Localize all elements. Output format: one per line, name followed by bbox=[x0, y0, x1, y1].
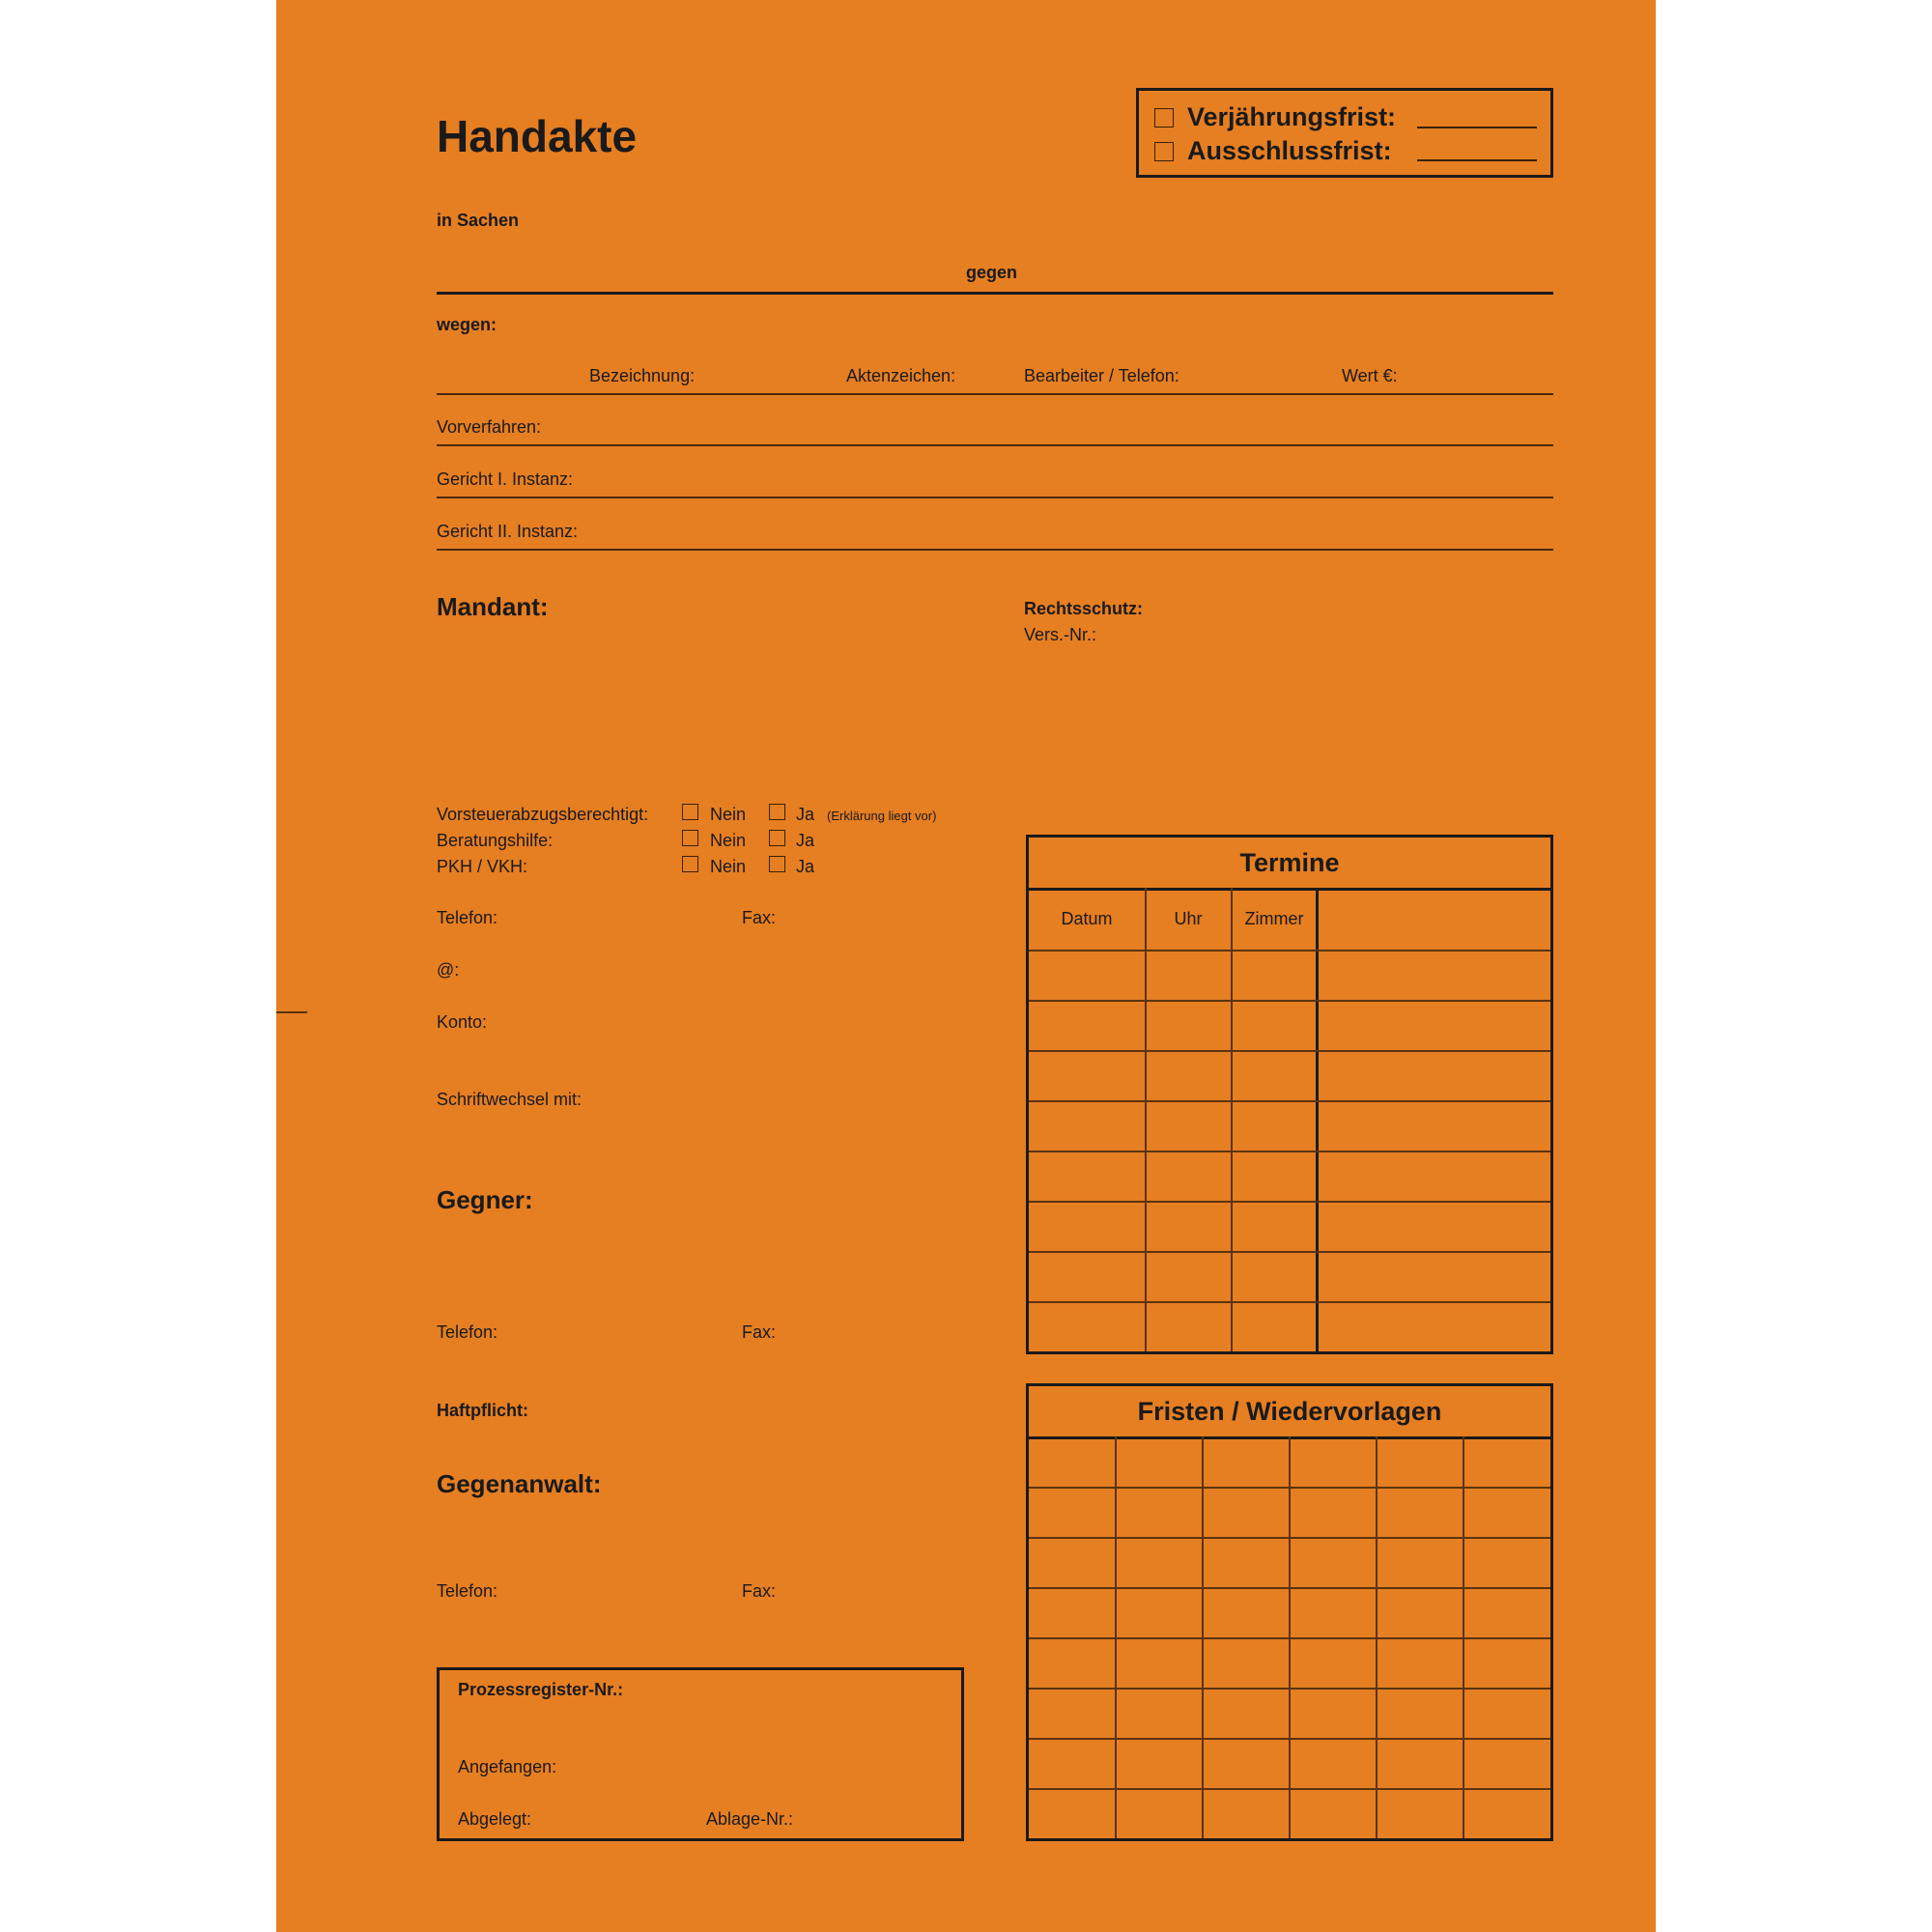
termine-row-line bbox=[1029, 1301, 1550, 1303]
fold-mark bbox=[276, 1011, 307, 1013]
termine-col-uhr: Uhr bbox=[1174, 909, 1203, 928]
beratungshilfe-label: Beratungshilfe: bbox=[437, 831, 554, 850]
gericht1-label: Gericht I. Instanz: bbox=[437, 469, 574, 489]
termine-col-datum: Datum bbox=[1061, 909, 1113, 928]
haftpflicht-label: Haftpflicht: bbox=[437, 1401, 528, 1420]
gegner-heading: Gegner: bbox=[437, 1185, 533, 1214]
gegen-label: gegen bbox=[966, 263, 1018, 282]
termine-row-line bbox=[1029, 1251, 1550, 1253]
pkh-label: PKH / VKH: bbox=[437, 857, 528, 876]
gericht2-line bbox=[437, 549, 1553, 551]
gericht1-line bbox=[437, 497, 1553, 498]
bearbeiter-label: Bearbeiter / Telefon: bbox=[1024, 366, 1179, 385]
mandant-telefon-label: Telefon: bbox=[437, 908, 498, 927]
vorsteuer-ja-label: Ja bbox=[796, 805, 815, 824]
ausschluss-line bbox=[1417, 159, 1537, 161]
erklaerung-note: (Erklärung liegt vor) bbox=[827, 809, 937, 823]
beratungshilfe-nein-label: Nein bbox=[710, 831, 747, 850]
gegner-telefon-label: Telefon: bbox=[437, 1322, 498, 1342]
vers-nr-label: Vers.-Nr.: bbox=[1024, 625, 1097, 644]
termine-col-zimmer: Zimmer bbox=[1244, 909, 1304, 928]
vorsteuer-ja-checkbox[interactable] bbox=[769, 804, 785, 820]
konto-label: Konto: bbox=[437, 1012, 488, 1032]
fristen-row-line bbox=[1029, 1738, 1550, 1740]
beratungshilfe-nein-checkbox[interactable] bbox=[682, 830, 698, 846]
fristen-row-line bbox=[1029, 1587, 1550, 1589]
verjaehrung-line bbox=[1417, 127, 1537, 128]
ausschluss-checkbox[interactable] bbox=[1154, 142, 1174, 161]
fristen-row-line bbox=[1029, 1537, 1550, 1539]
vorverfahren-label: Vorverfahren: bbox=[437, 417, 542, 437]
page-title: Handakte bbox=[437, 111, 638, 161]
termine-row-line bbox=[1029, 1100, 1550, 1102]
beratungshilfe-ja-checkbox[interactable] bbox=[769, 830, 785, 846]
gegenanwalt-telefon-label: Telefon: bbox=[437, 1581, 498, 1601]
aktenzeichen-label: Aktenzeichen: bbox=[846, 366, 956, 385]
gegner-fax-label: Fax: bbox=[742, 1322, 777, 1342]
termine-vline-2 bbox=[1231, 888, 1233, 1351]
verjaehrung-label: Verjährungsfrist: bbox=[1187, 102, 1397, 131]
pkh-ja-label: Ja bbox=[796, 857, 815, 876]
fristen-row-line bbox=[1029, 1487, 1550, 1489]
termine-row-line bbox=[1029, 1050, 1550, 1052]
termine-vline-1 bbox=[1145, 888, 1147, 1351]
termine-title: Termine bbox=[1029, 838, 1550, 891]
bezeichnung-label: Bezeichnung: bbox=[589, 366, 696, 385]
vorverfahren-line bbox=[437, 444, 1553, 446]
fristen-title: Fristen / Wiedervorlagen bbox=[1029, 1386, 1550, 1439]
wegen-label: wegen: bbox=[437, 315, 497, 334]
fristen-table bbox=[1026, 1383, 1553, 1841]
termine-row-line bbox=[1029, 950, 1550, 952]
mandant-email-label: @: bbox=[437, 960, 460, 980]
pkh-nein-label: Nein bbox=[710, 857, 747, 876]
file-folder-sheet bbox=[276, 0, 1656, 1932]
mandant-fax-label: Fax: bbox=[742, 908, 777, 927]
columns-line bbox=[437, 393, 1553, 395]
wert-label: Wert €: bbox=[1342, 366, 1398, 385]
deadline-box bbox=[1136, 88, 1553, 178]
vorsteuer-label: Vorsteuerabzugsberechtigt: bbox=[437, 805, 649, 824]
fristen-row-line bbox=[1029, 1637, 1550, 1639]
prozessregister-nr-label: Prozessregister-Nr.: bbox=[458, 1680, 624, 1699]
termine-row-line bbox=[1029, 1000, 1550, 1002]
verjaehrung-row bbox=[1154, 102, 1396, 132]
mandant-heading: Mandant: bbox=[437, 592, 549, 621]
abgelegt-label: Abgelegt: bbox=[458, 1809, 532, 1829]
angefangen-label: Angefangen: bbox=[458, 1757, 557, 1776]
verjaehrung-checkbox[interactable] bbox=[1154, 108, 1174, 128]
ablage-nr-label: Ablage-Nr.: bbox=[706, 1809, 794, 1829]
pkh-ja-checkbox[interactable] bbox=[769, 856, 785, 872]
gegenanwalt-fax-label: Fax: bbox=[742, 1581, 777, 1601]
termine-table bbox=[1026, 835, 1553, 1354]
prozessregister-box bbox=[437, 1667, 964, 1841]
rechtsschutz-label: Rechtsschutz: bbox=[1024, 599, 1144, 618]
beratungshilfe-ja-label: Ja bbox=[796, 831, 815, 850]
vorsteuer-nein-checkbox[interactable] bbox=[682, 804, 698, 820]
fristen-row-line bbox=[1029, 1688, 1550, 1690]
gericht2-label: Gericht II. Instanz: bbox=[437, 522, 579, 541]
fristen-row-line bbox=[1029, 1788, 1550, 1790]
gegenanwalt-heading: Gegenanwalt: bbox=[437, 1469, 602, 1498]
ausschluss-row bbox=[1154, 136, 1392, 166]
ausschluss-label: Ausschlussfrist: bbox=[1187, 136, 1392, 165]
termine-vline-3 bbox=[1316, 888, 1319, 1351]
termine-row-line bbox=[1029, 1201, 1550, 1203]
pkh-nein-checkbox[interactable] bbox=[682, 856, 698, 872]
vorsteuer-nein-label: Nein bbox=[710, 805, 747, 824]
schriftwechsel-label: Schriftwechsel mit: bbox=[437, 1090, 582, 1109]
termine-row-line bbox=[1029, 1151, 1550, 1152]
in-sachen-label: in Sachen bbox=[437, 211, 520, 230]
parties-line bbox=[437, 292, 1553, 295]
